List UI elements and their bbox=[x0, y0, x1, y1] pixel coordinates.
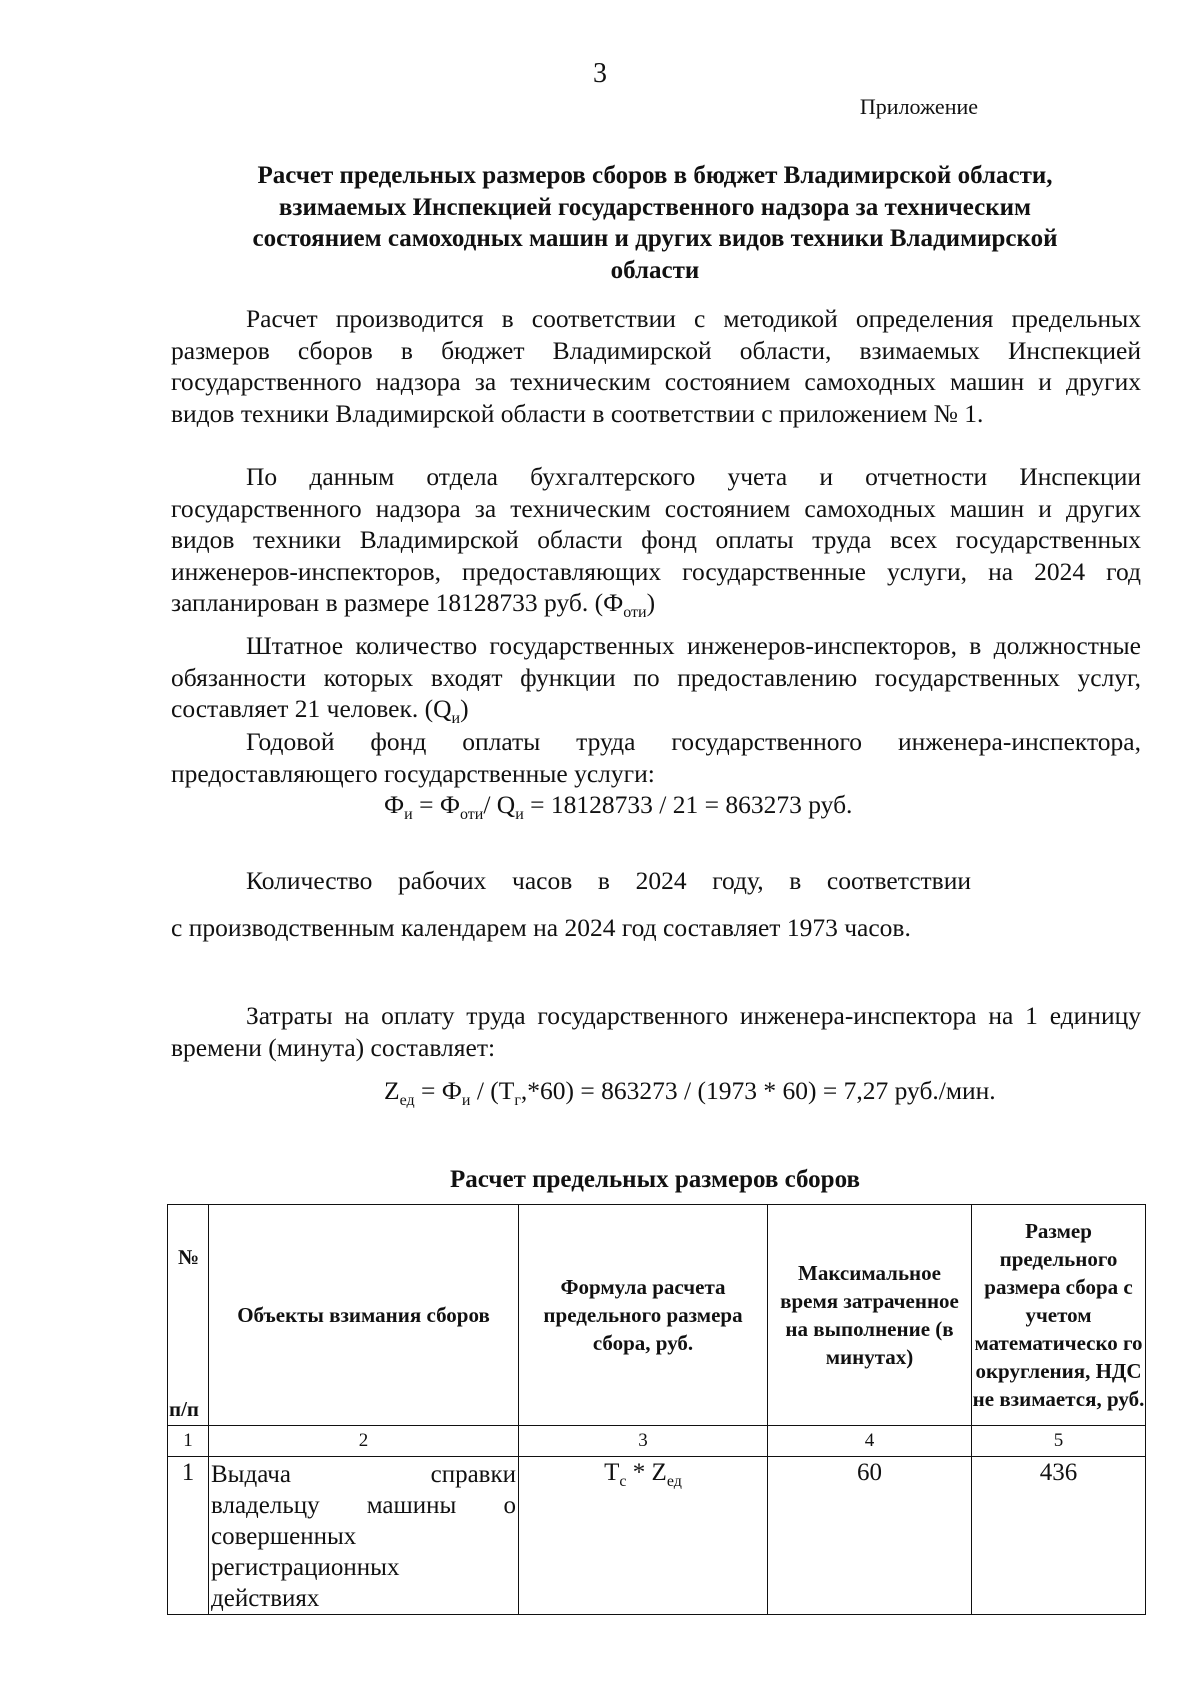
header-formula: Формула расчета предельного размера сбора, руб. bbox=[519, 1205, 768, 1426]
paragraph-payroll-fund-sub: оти bbox=[623, 604, 647, 622]
paragraph-staff-count-text: Штатное количество государственных инженеров-инспекторов, в должностные обязанности которых входят функции по предоставлению государственных услуг, составляет 21 человек. (Q bbox=[171, 631, 1141, 723]
table-column-numbers-row bbox=[168, 1426, 1146, 1457]
formula-annual-fund-b-sub: оти bbox=[460, 806, 484, 824]
row-formula-t-sub: с bbox=[619, 1473, 627, 1490]
formula-cost-per-minute-c: / (Т bbox=[470, 1076, 515, 1105]
header-object: Объекты взимания сборов bbox=[209, 1205, 519, 1426]
page-number: 3 bbox=[593, 58, 607, 89]
formula-cost-per-minute-b: = Ф bbox=[414, 1076, 462, 1105]
header-time: Максимальное время затраченное на выполнение (в минутах) bbox=[768, 1205, 972, 1426]
column-number: 5 bbox=[972, 1426, 1146, 1457]
table-header-row bbox=[168, 1205, 1146, 1426]
header-number-pp: п/п bbox=[169, 1397, 200, 1421]
appendix-label: Приложение bbox=[859, 94, 978, 119]
paragraph-payroll-fund-end: ) bbox=[646, 588, 656, 617]
paragraph-method: Расчет производится в соответствии с методикой определения предельных размеров сборов в бюджет Владимирской области, взимаемых Инспекцией государственного надзора за техническим состоянием самоходных машин и других видов техники Владимирской области в соответствии с приложением № 1. bbox=[171, 304, 1141, 428]
document-title: Расчет предельных размеров сборов в бюджет Владимирской области, взимаемых Инспекцией государственного надзора за техническим состоянием самоходных машин и других видов техники Владимирской области bbox=[252, 162, 1058, 284]
row-object-line: действиях bbox=[211, 1585, 320, 1612]
formula-annual-fund-c: / Q bbox=[483, 790, 516, 819]
header-fee: Размер предельного размера сбора с учетом математическо го округления, НДС не взимается, руб. bbox=[972, 1205, 1146, 1426]
column-number: 2 bbox=[209, 1426, 519, 1457]
formula-cost-per-minute-a-sub: ед bbox=[399, 1092, 415, 1110]
formula-cost-per-minute-c-sub: г bbox=[514, 1092, 521, 1110]
row-formula-t: Т bbox=[604, 1459, 620, 1486]
row-formula bbox=[519, 1457, 768, 1615]
paragraph-annual-fund: Годовой фонд оплаты труда государственного инженера-инспектора, предоставляющего государственные услуги: bbox=[171, 727, 1141, 788]
paragraph-staff-count-end: ) bbox=[460, 694, 469, 723]
table-row bbox=[168, 1457, 1146, 1615]
row-fee: 436 bbox=[972, 1457, 1146, 1615]
row-formula-mid: * Z bbox=[626, 1459, 667, 1486]
row-formula-z-sub: ед bbox=[666, 1473, 682, 1490]
row-number: 1 bbox=[168, 1457, 209, 1615]
formula-cost-per-minute-b-sub: и bbox=[461, 1092, 471, 1110]
paragraph-staff-count bbox=[171, 630, 1141, 728]
paragraph-payroll-fund bbox=[171, 461, 1141, 622]
fees-table bbox=[167, 1204, 1146, 1615]
formula-cost-per-minute-d: ,*60) = 863273 / (1973 * 60) = 7,27 руб./мин. bbox=[520, 1076, 996, 1105]
row-object-line: Выдача справки bbox=[211, 1461, 516, 1488]
formula-cost-per-minute-a: Z bbox=[384, 1076, 400, 1105]
paragraph-working-hours-calendar: с производственным календарем на 2024 год составляет 1973 часов. bbox=[171, 913, 911, 942]
paragraph-labor-cost-per-minute: Затраты на оплату труда государственного инженера-инспектора на 1 единицу времени (минута) составляет: bbox=[171, 1001, 1141, 1062]
column-number: 3 bbox=[519, 1426, 768, 1457]
column-number: 1 bbox=[168, 1426, 209, 1457]
formula-annual-fund-b: = Ф bbox=[412, 790, 460, 819]
formula-annual-fund-a-sub: и bbox=[404, 806, 413, 824]
row-object-line: совершенных bbox=[211, 1523, 357, 1550]
row-object-line: владельцу машины о bbox=[211, 1492, 516, 1519]
paragraph-staff-count-sub: и bbox=[451, 710, 461, 728]
formula-annual-fund bbox=[384, 790, 853, 824]
header-number bbox=[168, 1205, 209, 1426]
table-title: Расчет предельных размеров сборов bbox=[450, 1166, 860, 1193]
column-number: 4 bbox=[768, 1426, 972, 1457]
formula-annual-fund-c-sub: и bbox=[515, 806, 524, 824]
formula-annual-fund-d: = 18128733 / 21 = 863273 руб. bbox=[523, 790, 853, 819]
paragraph-payroll-fund-text: По данным отдела бухгалтерского учета и отчетности Инспекции государственного надзора за техническим состоянием самоходных машин и других видов техники Владимирской области фонд оплаты труда всех государственных инженеров-инспекторов, предоставляющих государственные услуги, на 2024 год запланирован в размере 18128733 руб. (Ф bbox=[171, 462, 1141, 617]
paragraph-working-hours: Количество рабочих часов в 2024 году, в соответствии bbox=[246, 866, 971, 895]
formula-annual-fund-a: Ф bbox=[384, 790, 405, 819]
row-object-line: регистрационных bbox=[211, 1554, 400, 1581]
row-time: 60 bbox=[768, 1457, 972, 1615]
row-object bbox=[209, 1457, 519, 1615]
formula-cost-per-minute bbox=[384, 1076, 996, 1110]
header-number-sign: № bbox=[178, 1245, 200, 1269]
